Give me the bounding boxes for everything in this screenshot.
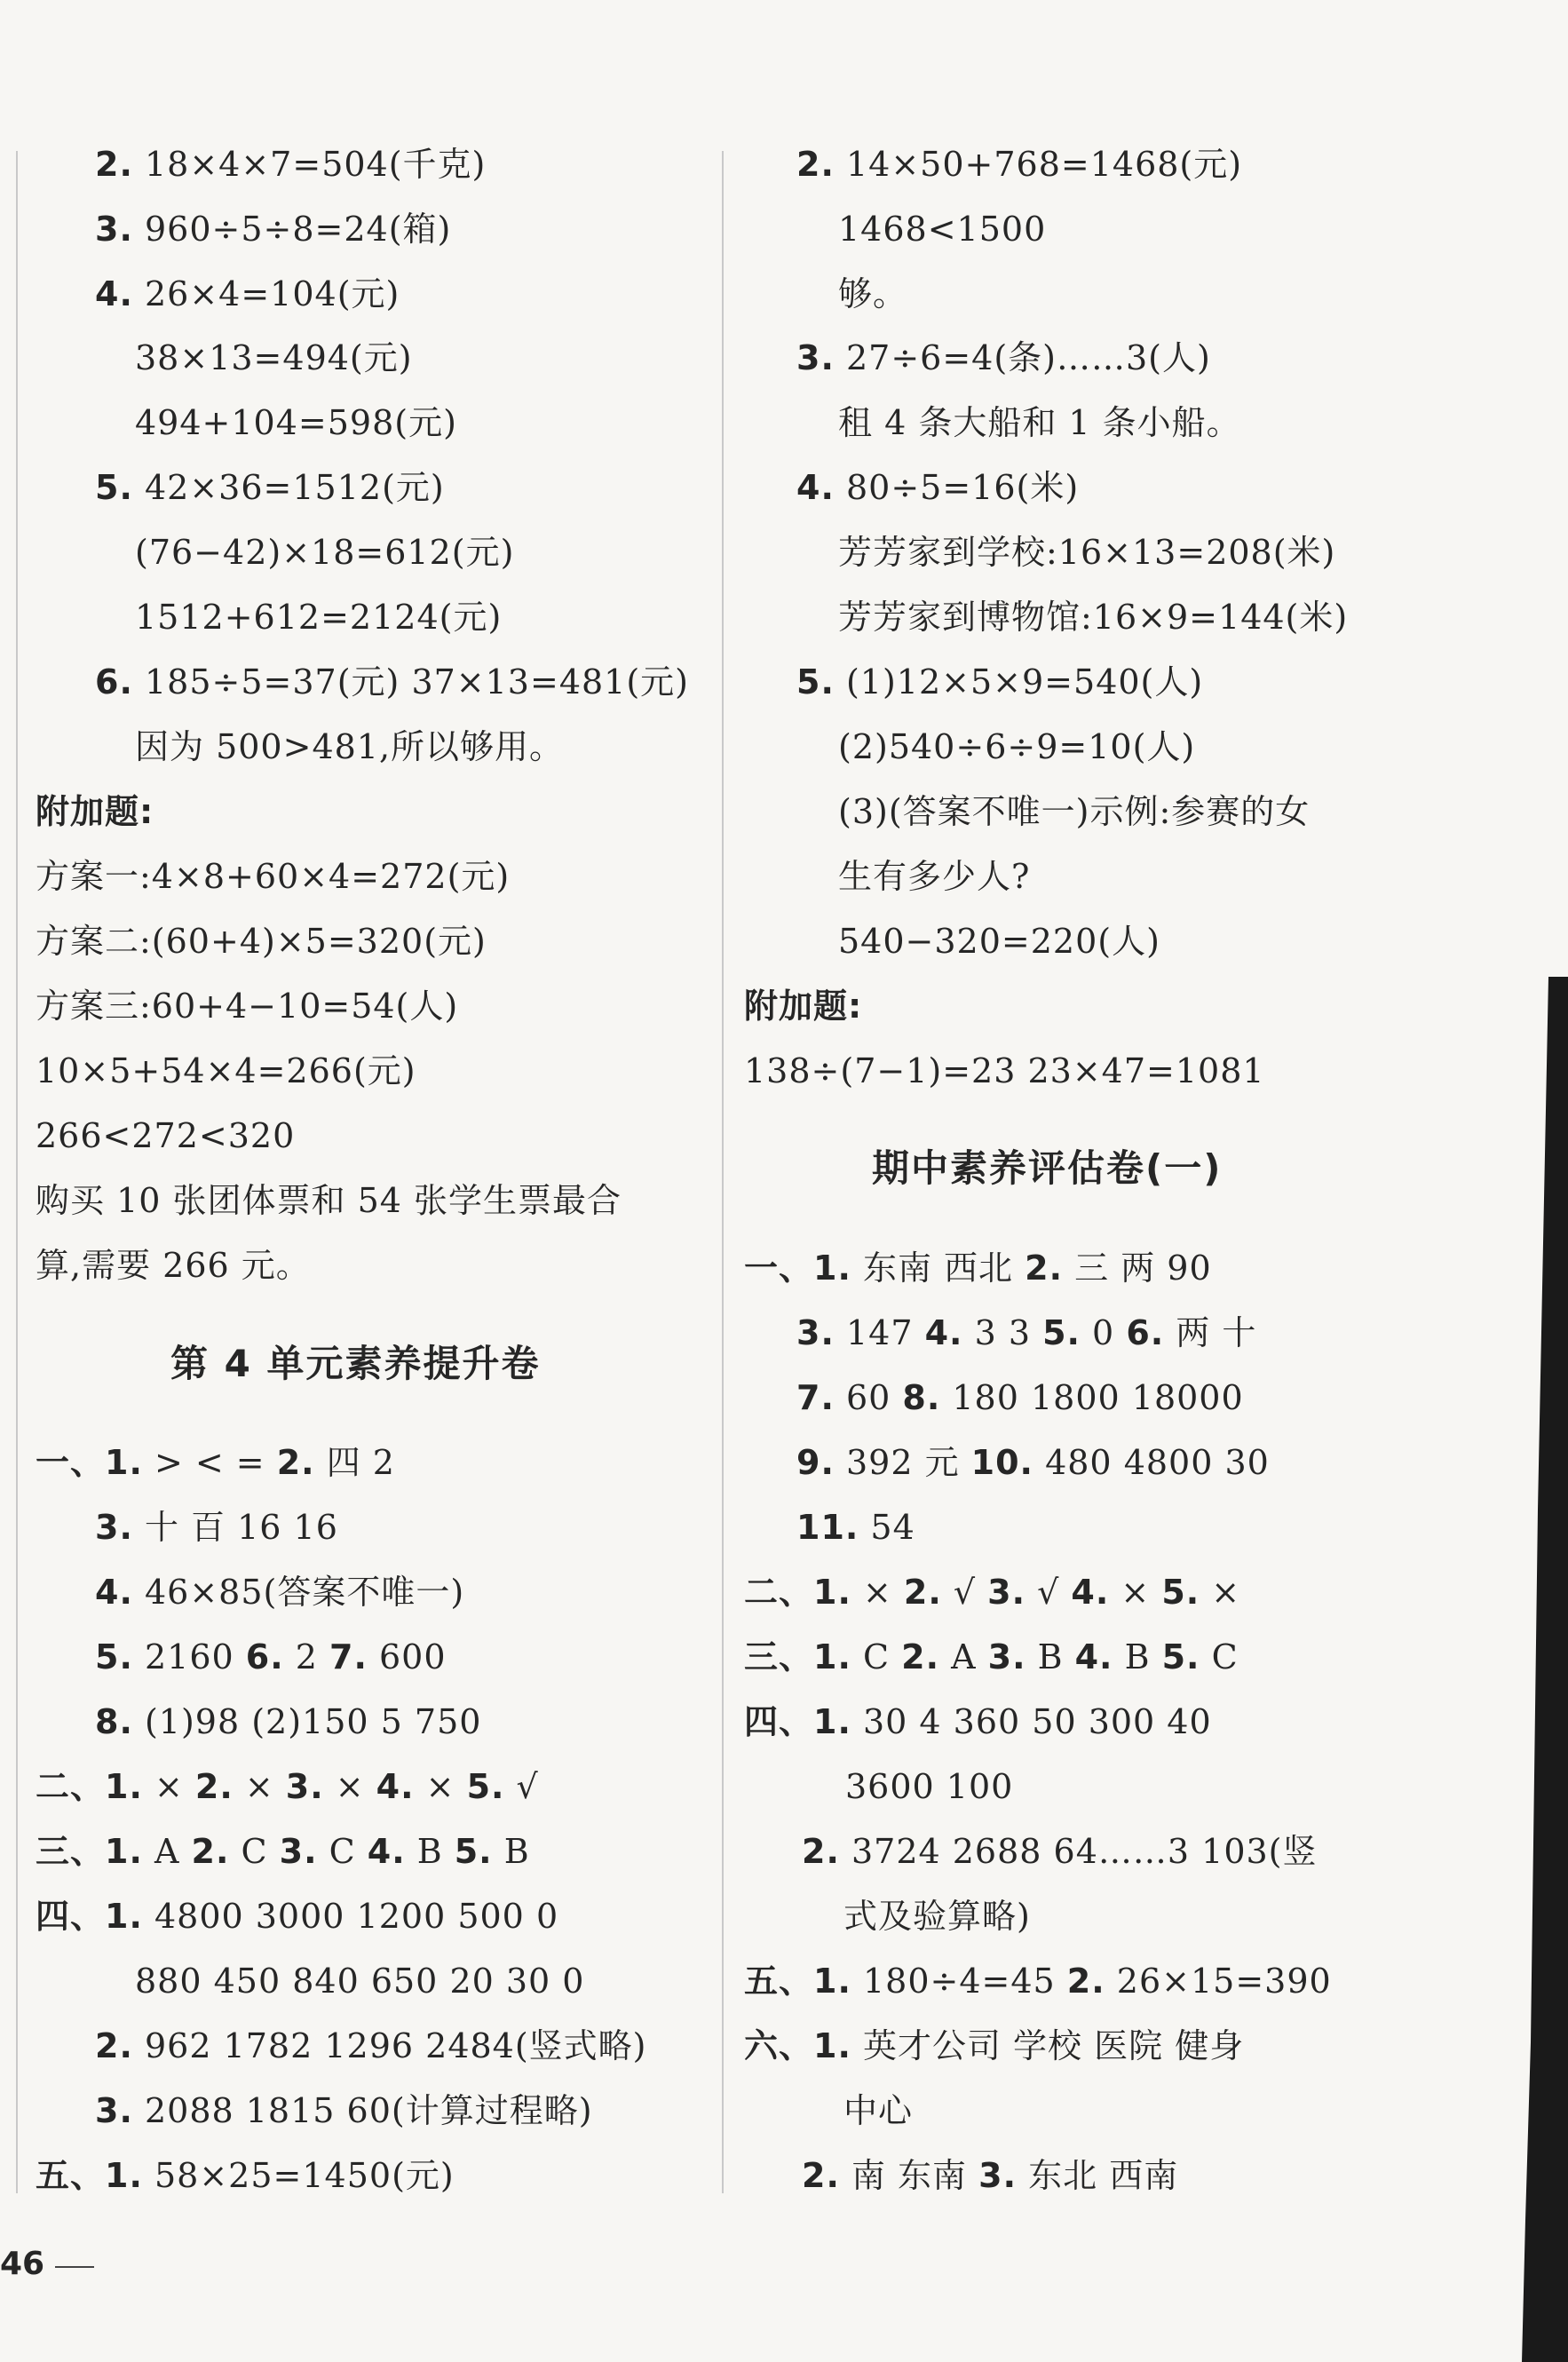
answer-line: 六、1. 英才公司 学校 医院 健身 xyxy=(744,2026,1245,2065)
answer-line: 五、1. 180÷4=45 2. 26×15=390 xyxy=(744,1962,1332,2001)
answer-line: (3)(答案不唯一)示例:参赛的女 xyxy=(838,792,1311,831)
answer-line: 138÷(7−1)=23 23×47=1081 xyxy=(744,1051,1265,1090)
answer-line: 3. 147 4. 3 3 5. 0 6. 两 十 xyxy=(796,1313,1257,1352)
answer-line: 3. 2088 1815 60(计算过程略) xyxy=(95,2091,593,2130)
answer-line: 2. 3724 2688 64……3 103(竖 xyxy=(802,1832,1318,1871)
answer-line: 式及验算略) xyxy=(843,1897,1031,1936)
answer-line: 三、1. C 2. A 3. B 4. B 5. C xyxy=(744,1637,1239,1676)
answer-line: 四、1. 4800 3000 1200 500 0 xyxy=(36,1897,559,1936)
answer-line: 生有多少人? xyxy=(838,857,1031,896)
page-number: 46 xyxy=(0,2246,45,2282)
answer-line: 1468<1500 xyxy=(838,210,1047,249)
answer-line: 购买 10 张团体票和 54 张学生票最合 xyxy=(36,1181,622,1220)
answer-line: 11. 54 xyxy=(796,1508,915,1547)
answer-line: (2)540÷6÷9=10(人) xyxy=(838,727,1196,766)
answer-line: 10×5+54×4=266(元) xyxy=(36,1051,416,1090)
answer-line: 3600 100 xyxy=(845,1767,1014,1806)
answer-line: 方案二:(60+4)×5=320(元) xyxy=(36,922,487,961)
left-margin-rule xyxy=(16,151,18,2193)
answer-line: 266<272<320 xyxy=(36,1116,296,1155)
answer-line: 8. (1)98 (2)150 5 750 xyxy=(95,1702,482,1741)
answer-line: 芳芳家到学校:16×13=208(米) xyxy=(838,533,1336,572)
answer-line: 方案一:4×8+60×4=272(元) xyxy=(36,857,511,896)
section-title: 第 4 单元素养提升卷 xyxy=(170,1342,541,1385)
answer-line: 租 4 条大船和 1 条小船。 xyxy=(838,403,1241,442)
answer-line: 1512+612=2124(元) xyxy=(135,598,503,637)
bonus-heading: 附加题: xyxy=(36,792,154,831)
answer-line: 方案三:60+4−10=54(人) xyxy=(36,987,459,1026)
answer-line: 2. 南 东南 3. 东北 西南 xyxy=(802,2156,1179,2195)
answer-line: 3. 960÷5÷8=24(箱) xyxy=(95,210,452,249)
section-title: 期中素养评估卷(一) xyxy=(872,1146,1223,1190)
answer-line: 芳芳家到博物馆:16×9=144(米) xyxy=(838,598,1349,637)
answer-line: 494+104=598(元) xyxy=(135,403,457,442)
answer-line: 二、1. × 2. × 3. × 4. × 5. √ xyxy=(36,1767,539,1806)
answer-line: 算,需要 266 元。 xyxy=(36,1246,311,1285)
answer-line: 2. 962 1782 1296 2484(竖式略) xyxy=(95,2026,647,2065)
answer-line: (76−42)×18=612(元) xyxy=(135,533,515,572)
answer-line: 5. (1)12×5×9=540(人) xyxy=(796,662,1204,701)
answer-line: 五、1. 58×25=1450(元) xyxy=(36,2156,455,2195)
answer-line: 够。 xyxy=(838,274,908,313)
scan-edge-shadow xyxy=(1513,977,1568,2362)
column-divider xyxy=(722,151,724,2193)
answer-line: 二、1. × 2. √ 3. √ 4. × 5. × xyxy=(744,1573,1241,1612)
page-number-dash xyxy=(55,2266,94,2268)
answer-line: 6. 185÷5=37(元) 37×13=481(元) xyxy=(95,662,690,701)
answer-line: 2. 18×4×7=504(千克) xyxy=(95,145,487,184)
answer-line: 4. 26×4=104(元) xyxy=(95,274,400,313)
answer-line: 540−320=220(人) xyxy=(838,922,1160,961)
answer-line: 3. 十 百 16 16 xyxy=(95,1508,338,1547)
answer-line: 7. 60 8. 180 1800 18000 xyxy=(796,1378,1244,1417)
answer-line: 三、1. A 2. C 3. C 4. B 5. B xyxy=(36,1832,530,1871)
answer-line: 中心 xyxy=(843,2091,914,2130)
answer-line: 9. 392 元 10. 480 4800 30 xyxy=(796,1443,1270,1482)
answer-line: 一、1. 东南 西北 2. 三 两 90 xyxy=(744,1248,1212,1288)
bonus-heading: 附加题: xyxy=(744,987,863,1026)
answer-line: 2. 14×50+768=1468(元) xyxy=(796,145,1243,184)
answer-line: 四、1. 30 4 360 50 300 40 xyxy=(744,1702,1212,1741)
answer-line: 5. 2160 6. 2 7. 600 xyxy=(95,1637,447,1676)
answer-line: 3. 27÷6=4(条)……3(人) xyxy=(796,338,1211,377)
answer-line: 4. 46×85(答案不唯一) xyxy=(95,1573,465,1612)
answer-line: 4. 80÷5=16(米) xyxy=(796,468,1080,507)
answer-line: 5. 42×36=1512(元) xyxy=(95,468,445,507)
answer-line: 880 450 840 650 20 30 0 xyxy=(135,1962,585,2001)
answer-line: 一、1. > < = 2. 四 2 xyxy=(36,1443,395,1482)
answer-line: 38×13=494(元) xyxy=(135,338,413,377)
answer-line: 因为 500>481,所以够用。 xyxy=(135,727,565,766)
